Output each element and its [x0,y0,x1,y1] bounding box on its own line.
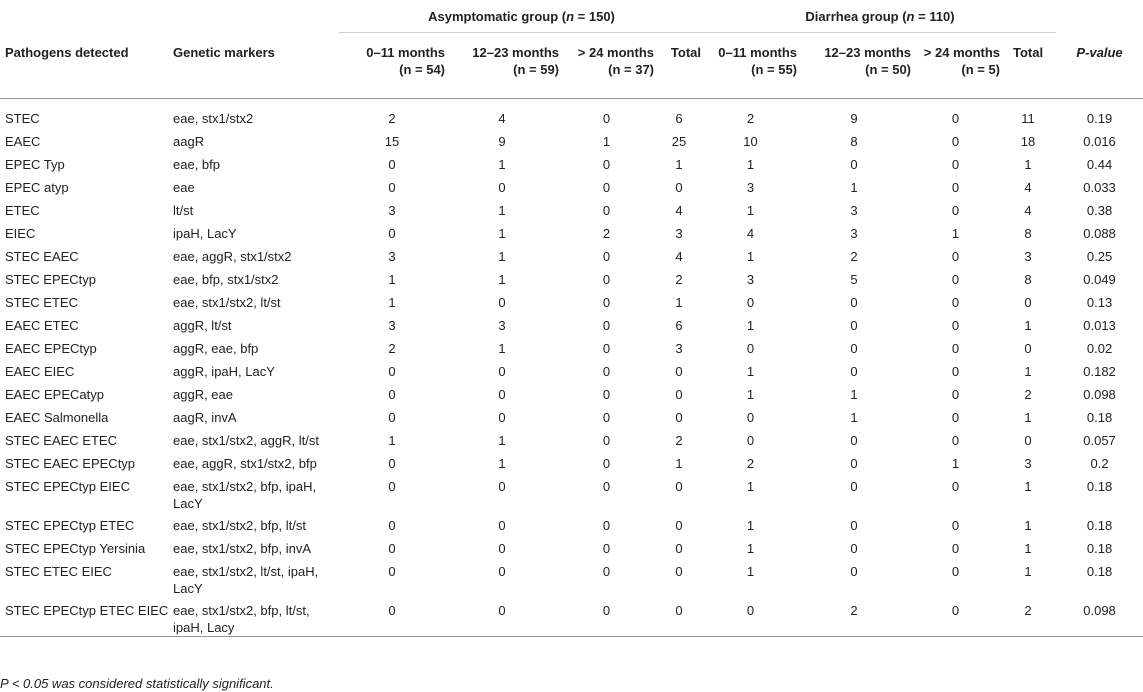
cell-p: 0.016 [1083,134,1116,149]
table-row [0,427,1143,450]
cell-d3: 0 [951,180,960,195]
cell-markers: eae, stx1/stx2 [173,111,254,126]
cell-a2: 1 [498,341,506,356]
cell-d3: 0 [951,157,960,172]
cell-a1: 0 [388,479,396,494]
cell-a2: 4 [498,111,506,126]
table-row [0,128,1143,151]
cell-a2: 1 [498,433,506,448]
group-header-row [0,0,1143,33]
cell-a3: 0 [602,180,611,195]
cell-d1: 0 [746,295,755,310]
cell-d2: 0 [850,541,858,556]
cell-d1: 0 [746,410,755,425]
cell-at: 1 [675,295,683,310]
cell-a2: 0 [498,479,506,494]
cell-d2: 1 [850,410,858,425]
cell-a1: 0 [388,180,396,195]
cell-pathogen: STEC ETEC [5,295,78,310]
col-asym-12-23: 12–23 months (n = 59) [472,45,559,77]
table-row [0,312,1143,335]
col-asym-0-11: 0–11 months (n = 54) [366,45,445,77]
cell-a3: 0 [602,479,611,494]
cell-a2: 1 [498,456,506,471]
cell-pathogen: EAEC EIEC [5,364,75,379]
cell-d3: 0 [951,364,960,379]
table-row [0,473,1143,512]
cell-d1: 0 [746,433,755,448]
cell-pathogen: STEC EPECtyp [5,272,97,287]
cell-dt: 2 [1024,387,1032,402]
table-row [0,151,1143,174]
cell-at: 3 [675,226,683,241]
diarrhea-group-header: Diarrhea group (n = 110) [704,0,1056,33]
table-row [0,450,1143,473]
cell-p: 0.44 [1086,157,1113,172]
cell-a1: 1 [388,272,396,287]
cell-d3: 0 [951,564,960,579]
cell-markers: aggR, eae [173,387,233,402]
cell-d1: 0 [746,341,755,356]
cell-d3: 0 [951,387,960,402]
cell-dt: 1 [1024,564,1032,579]
cell-a1: 0 [388,564,396,579]
cell-at: 4 [675,203,683,218]
cell-markers: aggR, eae, bfp [173,341,259,356]
cell-dt: 18 [1020,134,1036,149]
cell-a2: 1 [498,226,506,241]
cell-dt: 1 [1024,518,1032,533]
cell-pathogen: EAEC Salmonella [5,410,109,425]
cell-a3: 0 [602,249,611,264]
cell-d3: 0 [951,479,960,494]
cell-markers: eae [173,180,195,195]
footnote: P < 0.05 was considered statistically significant. [0,676,274,691]
cell-pathogen: STEC ETEC EIEC [5,564,112,579]
cell-markers: eae, stx1/stx2, bfp, ipaH, LacY [173,479,317,511]
cell-a2: 0 [498,387,506,402]
col-asym-24: > 24 months (n = 37) [577,45,654,77]
cell-dt: 1 [1024,318,1032,333]
cell-markers: eae, aggR, stx1/stx2 [173,249,292,264]
cell-markers: lt/st [173,203,194,218]
table-row [0,266,1143,289]
table-row [0,335,1143,358]
cell-a3: 0 [602,410,611,425]
cell-a2: 0 [498,564,506,579]
cell-markers: eae, aggR, stx1/stx2, bfp [173,456,317,471]
cell-a3: 0 [602,387,611,402]
column-header-row [0,33,1143,99]
cell-d3: 0 [951,318,960,333]
table-row [0,197,1143,220]
cell-d1: 3 [746,180,755,195]
cell-p: 0.049 [1083,272,1116,287]
cell-d2: 0 [850,433,858,448]
table-row [0,597,1143,637]
cell-d2: 0 [850,364,858,379]
cell-at: 0 [675,387,683,402]
cell-p: 0.098 [1083,387,1116,402]
cell-markers: eae, bfp [173,157,220,172]
cell-at: 0 [675,541,683,556]
cell-at: 1 [675,456,683,471]
table-row [0,243,1143,266]
cell-a3: 0 [602,203,611,218]
cell-dt: 1 [1024,479,1032,494]
cell-markers: aggR, lt/st [173,318,232,333]
cell-dt: 8 [1024,226,1032,241]
col-dia-0-11: 0–11 months (n = 55) [718,45,798,77]
cell-pathogen: STEC EAEC [5,249,79,264]
col-pvalue: P-value [1076,44,1123,60]
cell-dt: 4 [1024,203,1032,218]
cell-d1: 1 [746,249,755,264]
cell-a3: 0 [602,518,611,533]
cell-dt: 4 [1024,180,1032,195]
cell-a3: 0 [602,341,611,356]
cell-d2: 9 [850,111,858,126]
cell-pathogen: EPEC atyp [5,180,69,195]
cell-markers: eae, stx1/stx2, lt/st [173,295,281,310]
cell-a1: 0 [388,456,396,471]
cell-pathogen: EAEC [5,134,41,149]
cell-a1: 1 [388,295,396,310]
cell-d1: 1 [746,203,755,218]
cell-d3: 0 [951,272,960,287]
col-markers: Genetic markers [173,44,275,60]
cell-d3: 0 [951,249,960,264]
cell-d2: 8 [850,134,858,149]
cell-a2: 1 [498,272,506,287]
col-pathogens: Pathogens detected [5,44,129,60]
cell-d3: 0 [951,134,960,149]
cell-at: 0 [675,564,683,579]
cell-a2: 1 [498,203,506,218]
cell-a3: 0 [602,295,611,310]
cell-a3: 0 [602,603,611,618]
cell-a2: 0 [498,180,506,195]
cell-a2: 0 [498,603,506,618]
table-row [0,174,1143,197]
cell-dt: 1 [1024,364,1032,379]
cell-markers: eae, stx1/stx2, bfp, lt/st, ipaH, Lacy [173,603,310,635]
cell-p: 0.013 [1083,318,1116,333]
cell-a1: 0 [388,410,396,425]
cell-a3: 0 [602,364,611,379]
cell-at: 2 [675,433,683,448]
cell-p: 0.098 [1083,603,1116,618]
cell-markers: aggR, ipaH, LacY [173,364,275,379]
cell-a1: 0 [388,387,396,402]
cell-p: 0.18 [1086,518,1113,533]
cell-p: 0.182 [1083,364,1116,379]
cell-d1: 1 [746,387,755,402]
cell-d2: 0 [850,479,858,494]
cell-d2: 0 [850,564,858,579]
cell-a2: 1 [498,157,506,172]
cell-dt: 1 [1024,157,1032,172]
col-dia-12-23: 12–23 months (n = 50) [824,45,912,77]
cell-dt: 2 [1024,603,1032,618]
cell-a3: 0 [602,541,611,556]
cell-d2: 0 [850,341,858,356]
cell-at: 0 [675,364,683,379]
cell-d3: 1 [951,226,960,241]
cell-a3: 1 [602,134,611,149]
table-row [0,289,1143,312]
cell-a1: 0 [388,226,396,241]
col-dia-24: > 24 months (n = 5) [923,45,1001,77]
cell-markers: ipaH, LacY [173,226,237,241]
cell-d1: 1 [746,518,755,533]
cell-p: 0.2 [1090,456,1109,471]
cell-pathogen: STEC EPECtyp Yersinia [5,541,146,556]
cell-d2: 1 [850,387,858,402]
cell-at: 4 [675,249,683,264]
cell-d3: 0 [951,341,960,356]
cell-d3: 0 [951,295,960,310]
cell-d2: 0 [850,318,858,333]
cell-a3: 0 [602,272,611,287]
cell-d1: 1 [746,364,755,379]
cell-a1: 0 [388,518,396,533]
cell-a1: 15 [384,134,400,149]
cell-a1: 1 [388,433,396,448]
cell-markers: eae, stx1/stx2, lt/st, ipaH, LacY [173,564,319,596]
cell-a3: 0 [602,157,611,172]
cell-pathogen: EAEC EPECtyp [5,341,97,356]
cell-a1: 3 [388,318,396,333]
cell-dt: 3 [1024,249,1032,264]
table-row [0,535,1143,558]
cell-a3: 2 [602,226,611,241]
cell-pathogen: EIEC [5,226,36,241]
cell-d3: 0 [951,111,960,126]
cell-d1: 1 [746,318,755,333]
cell-a2: 0 [498,541,506,556]
table-body [0,99,1143,637]
table-row [0,558,1143,597]
table-row [0,358,1143,381]
cell-d2: 2 [850,249,858,264]
cell-dt: 0 [1024,295,1032,310]
cell-d1: 3 [746,272,755,287]
cell-at: 25 [671,134,687,149]
cell-p: 0.19 [1086,111,1113,126]
cell-markers: eae, bfp, stx1/stx2 [173,272,279,287]
cell-a2: 0 [498,295,506,310]
cell-p: 0.033 [1083,180,1116,195]
cell-a1: 0 [388,541,396,556]
cell-pathogen: ETEC [5,203,40,218]
cell-markers: eae, stx1/stx2, bfp, lt/st [173,518,306,533]
cell-p: 0.38 [1086,203,1113,218]
col-dia-total: Total [1012,45,1044,60]
cell-d3: 0 [951,203,960,218]
cell-at: 6 [675,111,683,126]
cell-p: 0.057 [1083,433,1116,448]
cell-d2: 0 [850,456,858,471]
table-row [0,381,1143,404]
cell-d3: 0 [951,433,960,448]
cell-a1: 3 [388,203,396,218]
cell-p: 0.18 [1086,541,1113,556]
cell-a2: 0 [498,364,506,379]
cell-d1: 1 [746,479,755,494]
cell-a1: 0 [388,157,396,172]
cell-p: 0.13 [1086,295,1113,310]
cell-markers: aagR, invA [173,410,237,425]
cell-a1: 0 [388,364,396,379]
cell-d3: 1 [951,456,960,471]
cell-pathogen: STEC EPECtyp ETEC EIEC [5,603,169,618]
cell-at: 0 [675,479,683,494]
cell-pathogen: STEC EPECtyp ETEC [5,518,135,533]
cell-a3: 0 [602,318,611,333]
col-asym-total: Total [670,45,702,60]
cell-at: 0 [675,180,683,195]
cell-pathogen: STEC EAEC EPECtyp [5,456,136,471]
cell-a2: 0 [498,518,506,533]
cell-pathogen: STEC [5,111,40,126]
cell-d1: 1 [746,541,755,556]
cell-dt: 11 [1021,111,1035,126]
cell-d2: 3 [850,226,858,241]
cell-dt: 8 [1024,272,1032,287]
cell-markers: eae, stx1/stx2, aggR, lt/st [173,433,319,448]
cell-a2: 3 [498,318,506,333]
cell-at: 6 [675,318,683,333]
cell-d2: 1 [850,180,858,195]
cell-a1: 0 [388,603,396,618]
cell-a1: 2 [388,111,396,126]
cell-a2: 9 [498,134,506,149]
table-row [0,404,1143,427]
cell-a1: 3 [388,249,396,264]
cell-pathogen: EPEC Typ [5,157,65,172]
cell-a1: 2 [388,341,396,356]
cell-at: 0 [675,603,683,618]
cell-p: 0.18 [1086,410,1113,425]
cell-pathogen: EAEC EPECatyp [5,387,104,402]
asymptomatic-group-header: Asymptomatic group (n = 150) [339,0,704,33]
cell-p: 0.18 [1086,479,1113,494]
cell-pathogen: STEC EPECtyp EIEC [5,479,130,494]
cell-d2: 5 [850,272,858,287]
cell-d2: 0 [850,157,858,172]
cell-a2: 1 [498,249,506,264]
cell-d3: 0 [951,518,960,533]
cell-d3: 0 [951,410,960,425]
table-row [0,512,1143,535]
cell-d2: 3 [850,203,858,218]
cell-dt: 1 [1024,541,1032,556]
cell-dt: 1 [1024,410,1032,425]
cell-pathogen: EAEC ETEC [5,318,79,333]
cell-d1: 2 [746,456,755,471]
cell-p: 0.02 [1086,341,1113,356]
cell-markers: eae, stx1/stx2, bfp, invA [173,541,312,556]
cell-a3: 0 [602,456,611,471]
cell-pathogen: STEC EAEC ETEC [5,433,117,448]
cell-a2: 0 [498,410,506,425]
cell-at: 2 [675,272,683,287]
cell-d1: 1 [746,564,755,579]
cell-d2: 2 [850,603,858,618]
cell-dt: 0 [1024,341,1032,356]
cell-at: 3 [675,341,683,356]
cell-d3: 0 [951,541,960,556]
cell-a3: 0 [602,564,611,579]
cell-d2: 0 [850,518,858,533]
cell-p: 0.18 [1086,564,1113,579]
cell-dt: 0 [1024,433,1032,448]
cell-p: 0.25 [1086,249,1113,264]
cell-p: 0.088 [1083,226,1116,241]
cell-at: 0 [675,410,683,425]
table-row [0,220,1143,243]
cell-d1: 2 [746,111,755,126]
cell-d1: 0 [746,603,755,618]
cell-a3: 0 [602,433,611,448]
cell-dt: 3 [1024,456,1032,471]
cell-d2: 0 [850,295,858,310]
cell-d1: 10 [743,134,758,149]
cell-d3: 0 [951,603,960,618]
table-row [0,105,1143,128]
cell-d1: 1 [746,157,755,172]
cell-at: 1 [675,157,683,172]
cell-d1: 4 [746,226,755,241]
cell-markers: aagR [173,134,205,149]
cell-at: 0 [675,518,683,533]
cell-a3: 0 [602,111,611,126]
